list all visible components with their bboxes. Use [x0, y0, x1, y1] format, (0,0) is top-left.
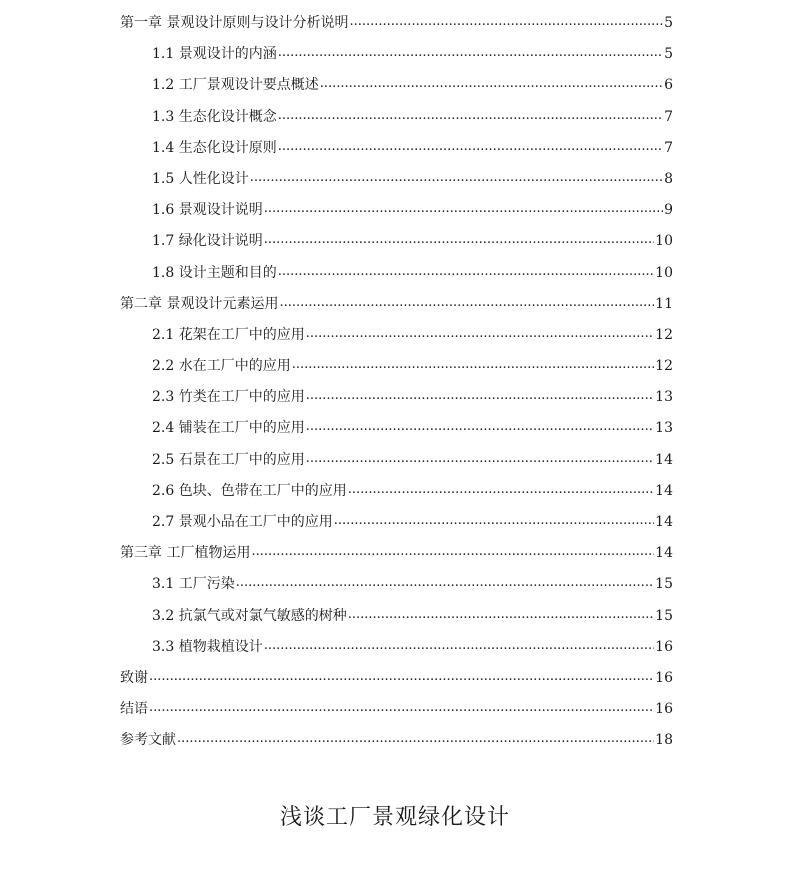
toc-entry[interactable] — [120, 8, 673, 39]
toc-entry-page-number: 16 — [655, 669, 673, 686]
toc-dot-leader — [278, 37, 663, 68]
toc-dot-leader — [306, 443, 654, 474]
toc-dot-leader — [348, 474, 654, 505]
toc-entry-title: 2.5 石景在工厂中的应用 — [152, 451, 305, 468]
toc-dot-leader — [149, 692, 654, 723]
toc-entry-page-number: 14 — [655, 451, 673, 468]
toc-dot-leader — [264, 224, 654, 255]
toc-entry[interactable] — [120, 632, 673, 663]
toc-entry[interactable] — [120, 289, 673, 320]
toc-entry-page-number: 6 — [664, 77, 673, 94]
toc-entry-title: 2.1 花架在工厂中的应用 — [152, 326, 305, 343]
table-of-contents — [120, 8, 673, 757]
toc-entry[interactable] — [120, 39, 673, 70]
toc-dot-leader — [236, 567, 654, 598]
toc-dot-leader — [278, 256, 654, 287]
toc-entry-page-number: 5 — [664, 46, 673, 63]
toc-dot-leader — [292, 349, 654, 380]
toc-entry[interactable] — [120, 538, 673, 569]
toc-dot-leader — [320, 68, 663, 99]
toc-entry[interactable] — [120, 133, 673, 164]
toc-entry-page-number: 15 — [655, 576, 673, 593]
toc-entry[interactable] — [120, 320, 673, 351]
toc-dot-leader — [348, 599, 654, 630]
toc-dot-leader — [149, 661, 654, 692]
toc-entry-page-number: 7 — [664, 139, 673, 156]
toc-entry-title: 2.4 铺装在工厂中的应用 — [152, 420, 305, 437]
toc-dot-leader — [278, 131, 663, 162]
toc-entry[interactable] — [120, 663, 673, 694]
toc-entry-title: 2.2 水在工厂中的应用 — [152, 358, 291, 375]
toc-entry[interactable] — [120, 601, 673, 632]
toc-entry[interactable] — [120, 164, 673, 195]
toc-entry-title: 1.8 设计主题和目的 — [152, 264, 277, 281]
toc-entry[interactable] — [120, 476, 673, 507]
toc-entry-title: 3.1 工厂污染 — [152, 576, 235, 593]
toc-entry-page-number: 12 — [655, 358, 673, 375]
toc-dot-leader — [334, 505, 654, 536]
toc-entry-title: 1.6 景观设计说明 — [152, 202, 263, 219]
toc-entry-title: 2.6 色块、色带在工厂中的应用 — [152, 482, 347, 499]
toc-entry[interactable] — [120, 694, 673, 725]
toc-entry-title: 1.2 工厂景观设计要点概述 — [152, 77, 319, 94]
toc-entry[interactable] — [120, 195, 673, 226]
toc-dot-leader — [251, 536, 654, 567]
toc-entry-title: 参考文献 — [120, 732, 176, 749]
toc-entry-title: 1.1 景观设计的内涵 — [152, 46, 277, 63]
toc-dot-leader — [177, 723, 654, 754]
toc-entry-title: 结语 — [120, 701, 148, 718]
toc-entry-page-number: 8 — [664, 170, 673, 187]
toc-entry-page-number: 14 — [655, 545, 673, 562]
toc-entry-page-number: 14 — [655, 482, 673, 499]
toc-entry[interactable] — [120, 226, 673, 257]
toc-entry-title: 致谢 — [120, 669, 148, 686]
toc-entry-title: 2.3 竹类在工厂中的应用 — [152, 389, 305, 406]
toc-entry-page-number: 7 — [664, 108, 673, 125]
toc-dot-leader — [264, 193, 663, 224]
toc-entry[interactable] — [120, 507, 673, 538]
toc-entry-title: 3.2 抗氯气或对氯气敏感的树种 — [152, 607, 347, 624]
toc-entry-page-number: 10 — [655, 233, 673, 250]
document-title: 浅谈工厂景观绿化设计 — [279, 805, 510, 830]
toc-entry-page-number: 9 — [664, 202, 673, 219]
toc-dot-leader — [306, 411, 654, 442]
toc-entry-title: 第二章 景观设计元素运用 — [120, 295, 279, 312]
toc-entry-page-number: 13 — [655, 420, 673, 437]
toc-entry[interactable] — [120, 569, 673, 600]
toc-entry-page-number: 10 — [655, 264, 673, 281]
toc-entry[interactable] — [120, 258, 673, 289]
toc-dot-leader — [278, 100, 663, 131]
toc-entry-page-number: 16 — [655, 638, 673, 655]
toc-entry-page-number: 5 — [664, 15, 673, 31]
toc-entry-page-number: 14 — [655, 514, 673, 530]
toc-dot-leader — [279, 287, 654, 318]
toc-entry-title: 1.5 人性化设计 — [152, 170, 249, 187]
toc-entry-page-number: 11 — [655, 295, 673, 312]
toc-entry[interactable] — [120, 382, 673, 413]
toc-entry-title: 2.7 景观小品在工厂中的应用 — [152, 514, 333, 530]
toc-entry-page-number: 16 — [655, 701, 673, 718]
toc-entry[interactable] — [120, 413, 673, 444]
toc-entry-title: 第一章 景观设计原则与设计分析说明 — [120, 15, 349, 31]
toc-entry-page-number: 18 — [655, 732, 673, 749]
toc-entry-title: 1.3 生态化设计概念 — [152, 108, 277, 125]
toc-dot-leader — [306, 380, 654, 411]
toc-entry[interactable] — [120, 102, 673, 133]
toc-entry-title: 1.7 绿化设计说明 — [152, 233, 263, 250]
toc-entry-title: 第三章 工厂植物运用 — [120, 545, 251, 562]
toc-entry-page-number: 12 — [655, 326, 673, 343]
toc-entry-page-number: 15 — [655, 607, 673, 624]
toc-dot-leader — [306, 318, 654, 349]
toc-dot-leader — [349, 6, 663, 37]
toc-entry-title: 1.4 生态化设计原则 — [152, 139, 277, 156]
toc-entry[interactable] — [120, 351, 673, 382]
toc-dot-leader — [250, 162, 663, 193]
toc-entry[interactable] — [120, 725, 673, 756]
toc-entry[interactable] — [120, 445, 673, 476]
toc-entry-title: 3.3 植物栽植设计 — [152, 638, 263, 655]
toc-entry-page-number: 13 — [655, 389, 673, 406]
toc-dot-leader — [264, 630, 654, 661]
toc-entry[interactable] — [120, 70, 673, 101]
